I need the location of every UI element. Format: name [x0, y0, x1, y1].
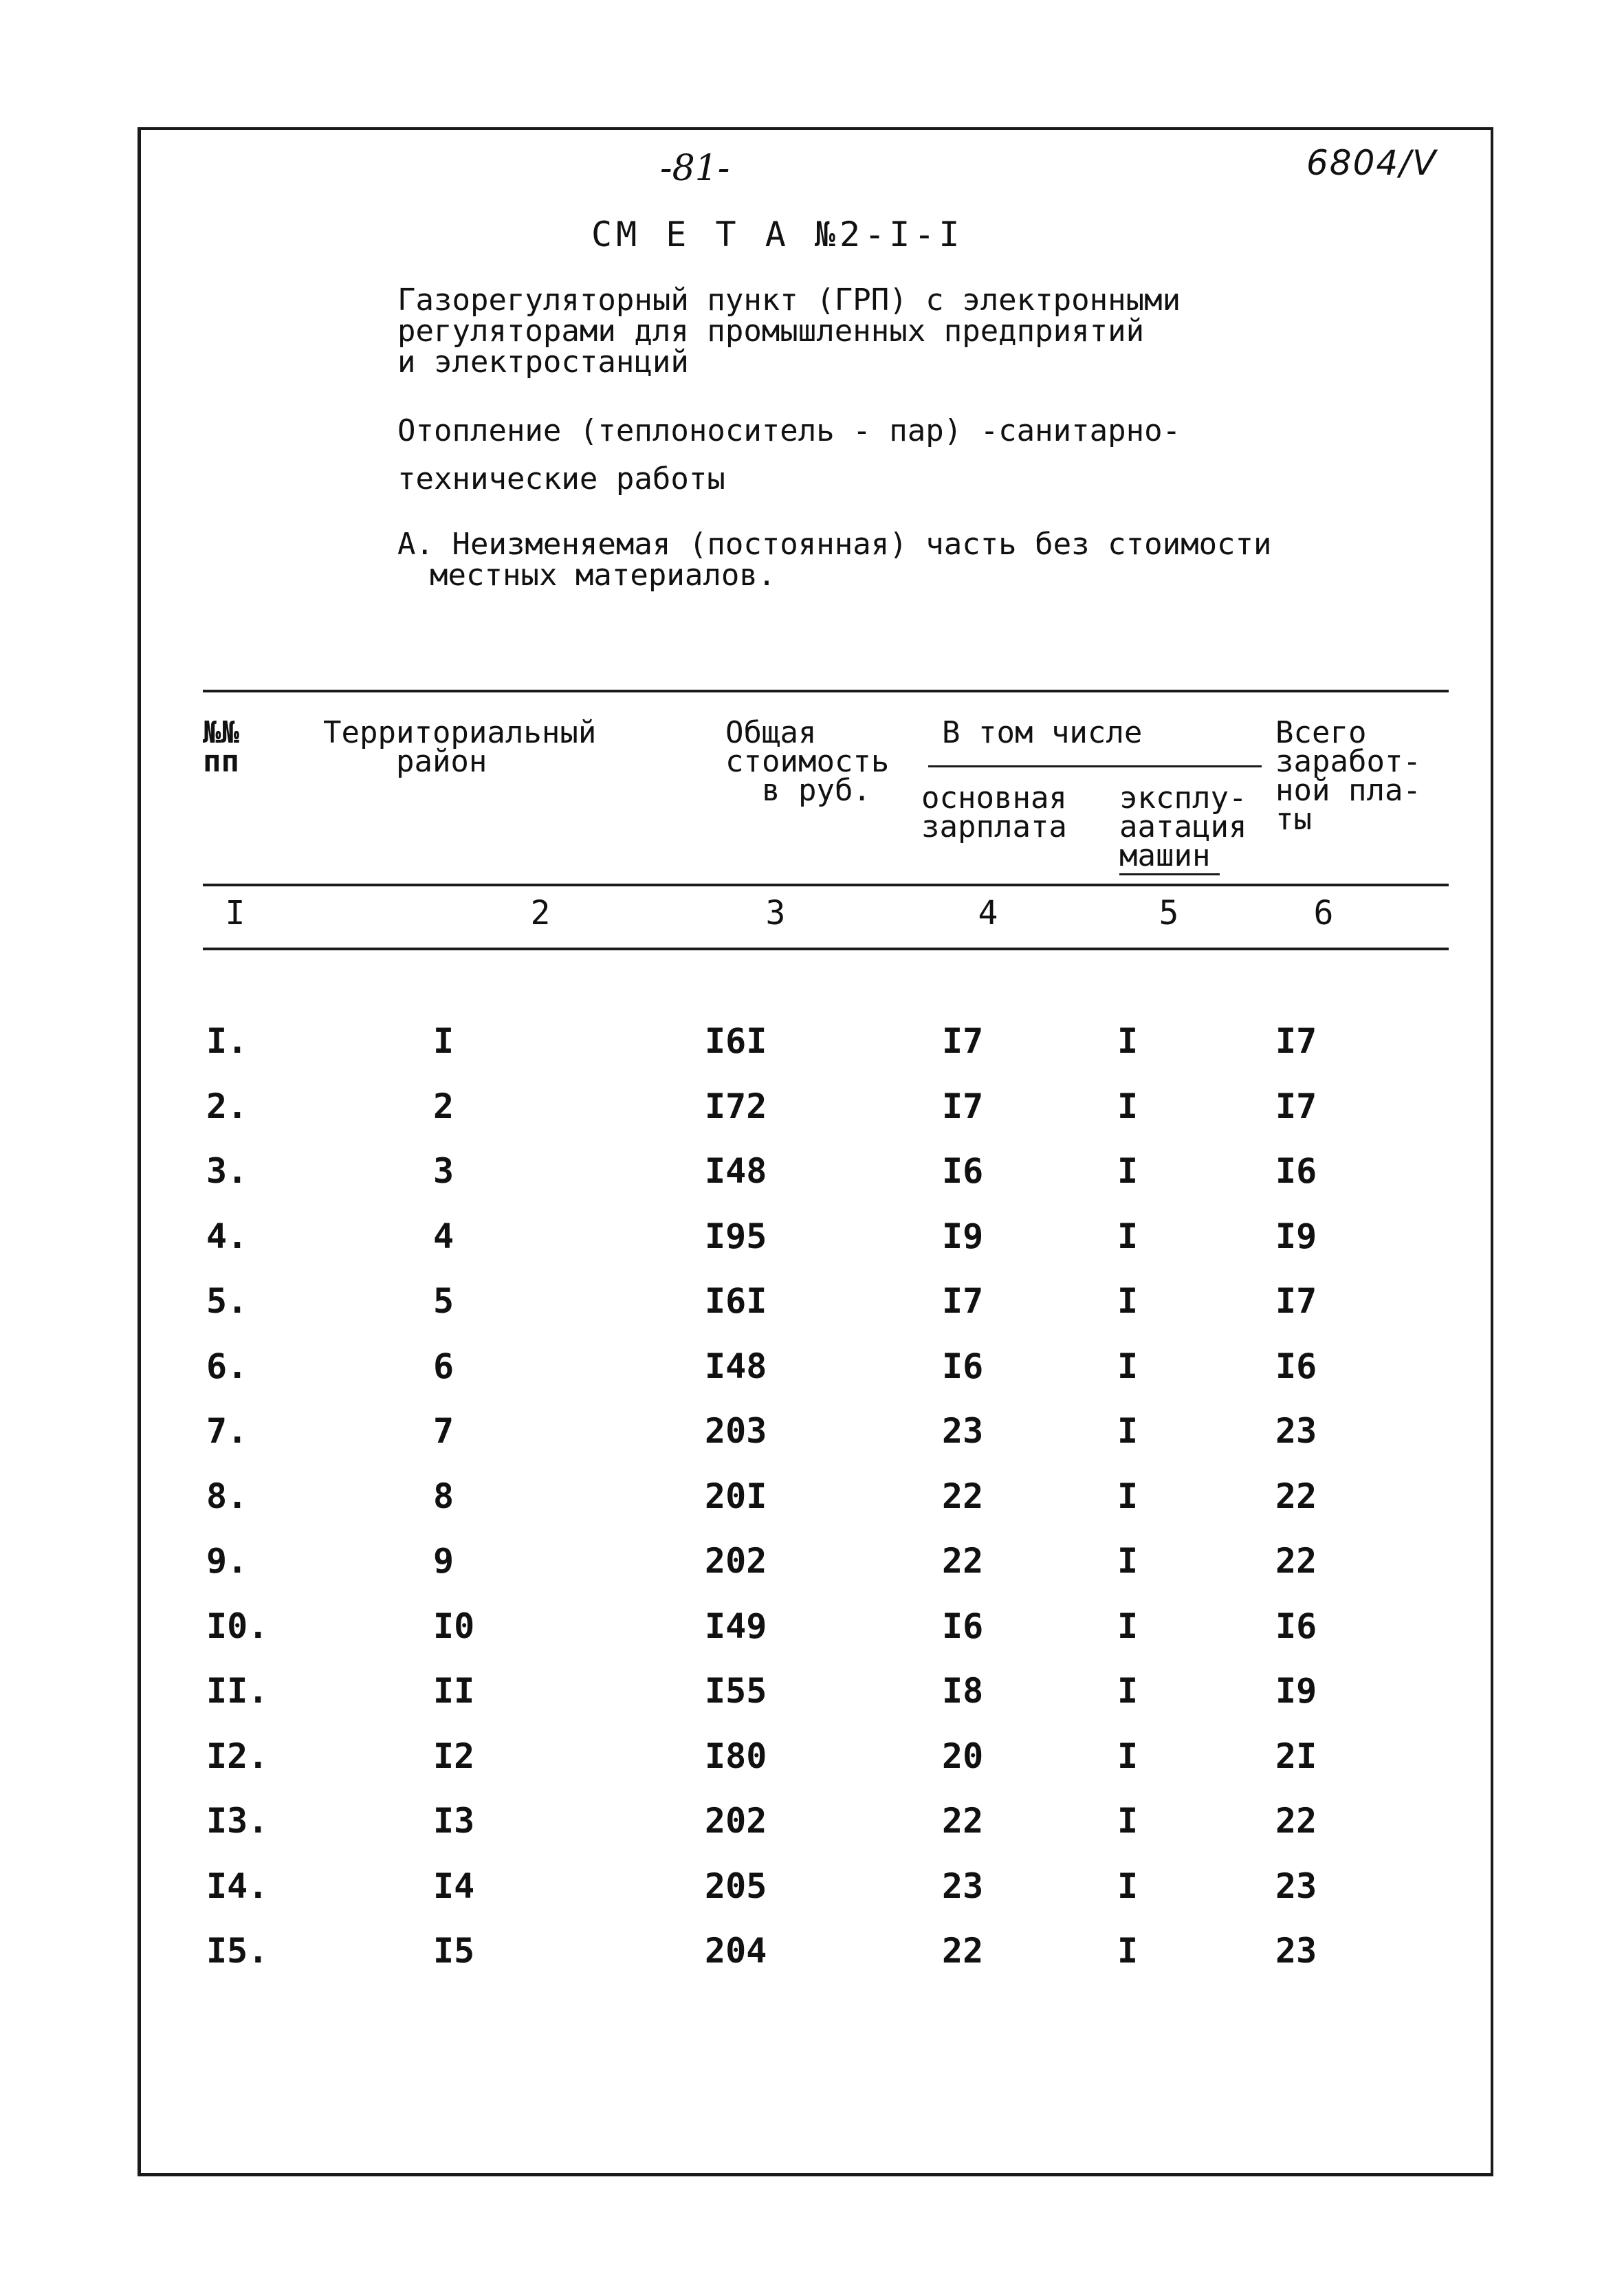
- header-bottom-rule: [203, 884, 1449, 886]
- total-cost-cell: 204: [705, 1931, 767, 1971]
- total-wage-cell: 23: [1275, 1931, 1317, 1971]
- total-wage-cell: I6: [1275, 1606, 1317, 1646]
- wage-cell: 20: [942, 1736, 984, 1776]
- table-top-rule: [203, 690, 1449, 692]
- region-cell: 6: [433, 1346, 454, 1386]
- total-wage-cell: 22: [1275, 1541, 1317, 1581]
- machines-cell: I: [1117, 1801, 1139, 1841]
- header-total-wage: Всего заработ- ной пла- ты: [1275, 715, 1421, 837]
- region-cell: 2: [433, 1086, 454, 1126]
- machines-cell: I: [1117, 1931, 1139, 1971]
- wage-cell: I7: [942, 1021, 984, 1061]
- region-cell: 7: [433, 1411, 454, 1451]
- column-number-6: 6: [1313, 894, 1334, 932]
- header-machine-operation: эксплу- аатация машин: [1119, 780, 1247, 873]
- total-wage-cell: I6: [1275, 1346, 1317, 1386]
- row-number: 3.: [206, 1151, 248, 1191]
- total-wage-cell: I9: [1275, 1671, 1317, 1711]
- region-cell: 9: [433, 1541, 454, 1581]
- row-number: 2.: [206, 1086, 248, 1126]
- wage-cell: 23: [942, 1866, 984, 1906]
- row-number: I5.: [206, 1931, 269, 1971]
- machines-cell: I: [1117, 1346, 1139, 1386]
- row-number: 4.: [206, 1216, 248, 1256]
- machines-underline: [1119, 873, 1220, 875]
- machines-cell: I: [1117, 1216, 1139, 1256]
- row-number: I0.: [206, 1606, 269, 1646]
- total-wage-cell: 23: [1275, 1411, 1317, 1451]
- total-wage-cell: I7: [1275, 1086, 1317, 1126]
- region-cell: 3: [433, 1151, 454, 1191]
- header-including: В том числе: [942, 715, 1143, 750]
- row-number: II.: [206, 1671, 269, 1711]
- machines-cell: I: [1117, 1281, 1139, 1321]
- row-number: I2.: [206, 1736, 269, 1776]
- row-number: 9.: [206, 1541, 248, 1581]
- region-cell: 8: [433, 1476, 454, 1516]
- region-cell: I0: [433, 1606, 475, 1646]
- total-wage-cell: I6: [1275, 1151, 1317, 1191]
- column-number-1: I: [225, 894, 245, 932]
- total-cost-cell: I48: [705, 1151, 767, 1191]
- wage-cell: I9: [942, 1216, 984, 1256]
- row-number: I.: [206, 1021, 248, 1061]
- wage-cell: 22: [942, 1931, 984, 1971]
- header-total-cost: Общая стоимость в руб.: [725, 715, 890, 808]
- wage-cell: I7: [942, 1281, 984, 1321]
- region-cell: 5: [433, 1281, 454, 1321]
- subheader-rule: [928, 765, 1262, 767]
- part-line-2: местных материалов.: [430, 558, 776, 593]
- total-wage-cell: I7: [1275, 1021, 1317, 1061]
- total-wage-cell: 22: [1275, 1476, 1317, 1516]
- region-cell: 4: [433, 1216, 454, 1256]
- machines-cell: I: [1117, 1541, 1139, 1581]
- total-cost-cell: 205: [705, 1866, 767, 1906]
- region-cell: II: [433, 1671, 475, 1711]
- header-base-wage: основная зарплата: [921, 780, 1067, 844]
- wage-cell: I6: [942, 1151, 984, 1191]
- wage-cell: I8: [942, 1671, 984, 1711]
- machines-cell: I: [1117, 1476, 1139, 1516]
- row-number: I3.: [206, 1801, 269, 1841]
- header-num: №№ пп: [203, 715, 239, 779]
- section-line-1: Отопление (теплоноситель - пар) -санитарно-: [397, 413, 1181, 448]
- machines-cell: I: [1117, 1151, 1139, 1191]
- machines-cell: I: [1117, 1411, 1139, 1451]
- section-line-2: технические работы: [397, 461, 725, 496]
- machines-cell: I: [1117, 1866, 1139, 1906]
- total-cost-cell: I80: [705, 1736, 767, 1776]
- region-cell: I2: [433, 1736, 475, 1776]
- row-number: 7.: [206, 1411, 248, 1451]
- description-line-2: регуляторами для промышленных предприятий: [397, 314, 1145, 349]
- row-number: I4.: [206, 1866, 269, 1906]
- region-cell: I3: [433, 1801, 475, 1841]
- total-wage-cell: 2I: [1275, 1736, 1317, 1776]
- total-cost-cell: I72: [705, 1086, 767, 1126]
- column-numbers-rule: [203, 948, 1449, 950]
- column-number-2: 2: [530, 894, 551, 932]
- total-wage-cell: I9: [1275, 1216, 1317, 1256]
- total-cost-cell: I6I: [705, 1281, 767, 1321]
- row-number: 8.: [206, 1476, 248, 1516]
- machines-cell: I: [1117, 1736, 1139, 1776]
- document-code: 6804/V: [1306, 143, 1438, 183]
- column-number-4: 4: [978, 894, 998, 932]
- total-cost-cell: I55: [705, 1671, 767, 1711]
- wage-cell: 22: [942, 1476, 984, 1516]
- total-cost-cell: 202: [705, 1801, 767, 1841]
- total-cost-cell: 203: [705, 1411, 767, 1451]
- description-line-1: Газорегуляторный пункт (ГРП) с электронными: [397, 283, 1181, 318]
- total-wage-cell: 23: [1275, 1866, 1317, 1906]
- description-line-3: и электростанций: [397, 345, 689, 380]
- wage-cell: 22: [942, 1541, 984, 1581]
- wage-cell: 22: [942, 1801, 984, 1841]
- total-cost-cell: 20I: [705, 1476, 767, 1516]
- total-cost-cell: I48: [705, 1346, 767, 1386]
- total-cost-cell: I6I: [705, 1021, 767, 1061]
- wage-cell: I6: [942, 1346, 984, 1386]
- column-number-3: 3: [765, 894, 786, 932]
- column-number-5: 5: [1159, 894, 1179, 932]
- wage-cell: I7: [942, 1086, 984, 1126]
- document-title: СМ Е Т А №2-I-I: [591, 215, 964, 254]
- total-wage-cell: 22: [1275, 1801, 1317, 1841]
- region-cell: I5: [433, 1931, 475, 1971]
- wage-cell: 23: [942, 1411, 984, 1451]
- header-region: Территориальный район: [323, 715, 597, 779]
- part-line-1: А. Неизменяемая (постоянная) часть без стоимости: [397, 527, 1272, 562]
- total-cost-cell: I95: [705, 1216, 767, 1256]
- total-wage-cell: I7: [1275, 1281, 1317, 1321]
- page-number: -81-: [660, 148, 730, 189]
- row-number: 6.: [206, 1346, 248, 1386]
- total-cost-cell: 202: [705, 1541, 767, 1581]
- total-cost-cell: I49: [705, 1606, 767, 1646]
- machines-cell: I: [1117, 1086, 1139, 1126]
- machines-cell: I: [1117, 1606, 1139, 1646]
- machines-cell: I: [1117, 1671, 1139, 1711]
- row-number: 5.: [206, 1281, 248, 1321]
- region-cell: I4: [433, 1866, 475, 1906]
- machines-cell: I: [1117, 1021, 1139, 1061]
- region-cell: I: [433, 1021, 454, 1061]
- wage-cell: I6: [942, 1606, 984, 1646]
